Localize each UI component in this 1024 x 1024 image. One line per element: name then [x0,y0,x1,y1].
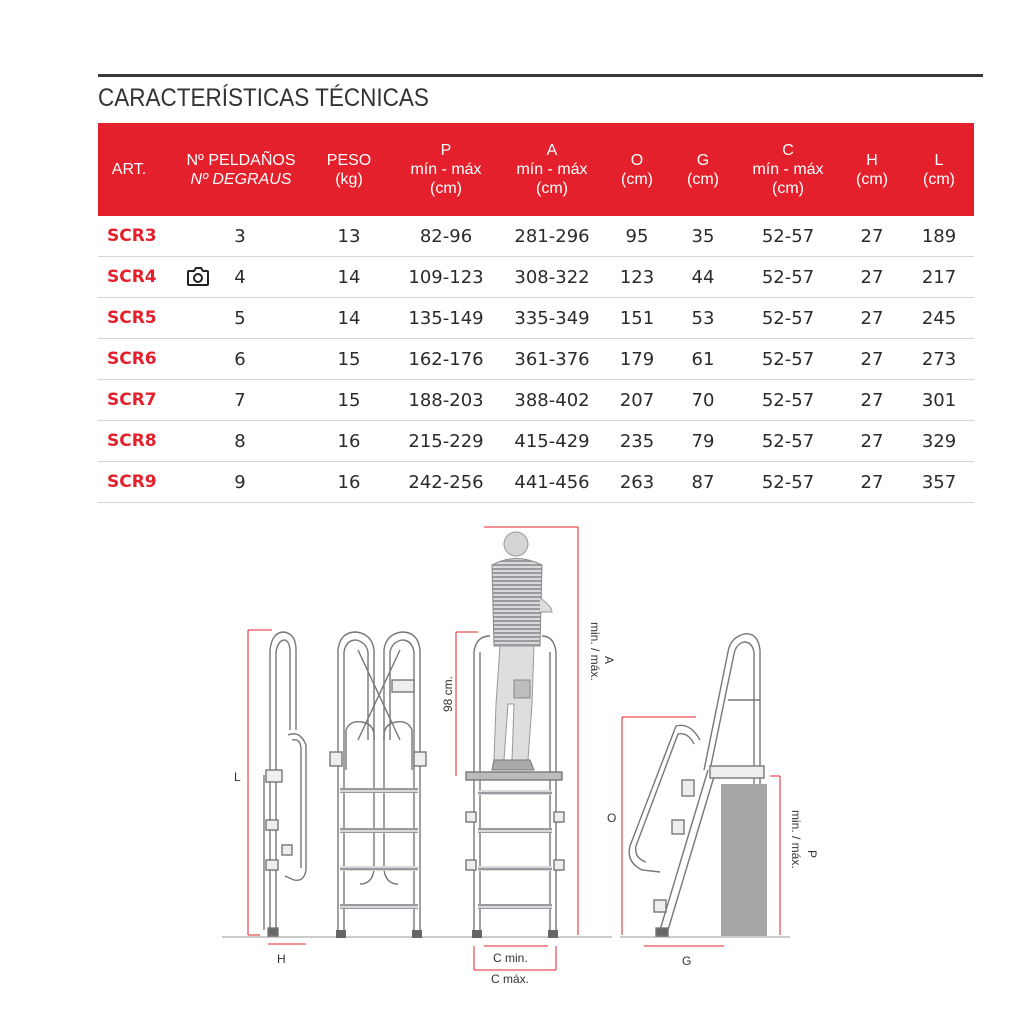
cell-l: 189 [921,225,957,247]
cell-a: 441-456 [514,471,590,493]
col-o-label: O [630,151,644,169]
cell-g: 61 [691,348,715,370]
cell-g: 35 [691,225,715,247]
col-peso-unit: (kg) [335,170,363,188]
col-a-range: mín - máx [516,161,588,178]
cell-a: 415-429 [514,430,590,452]
cell-a: 308-322 [514,266,590,288]
label-l: L [234,770,241,784]
col-g-label: G [696,151,710,169]
cell-c: 52-57 [761,389,815,411]
pool-edge-platform [721,784,767,936]
cell-h: 27 [860,225,884,247]
col-c-unit: (cm) [772,180,804,197]
cell-h: 27 [860,389,884,411]
cell-peso: 13 [337,225,361,247]
front-view-steps [336,788,422,938]
cell-art: SCR6 [107,349,157,369]
cell-peldanos: 5 [234,307,246,329]
cell-h: 27 [860,471,884,493]
cell-peso: 16 [337,430,361,452]
front-view-ladder [330,632,426,935]
label-a-range: min. / máx. [588,622,602,681]
cell-c: 52-57 [761,430,815,452]
cell-peldanos: 6 [234,348,246,370]
cell-peso: 15 [337,348,361,370]
label-p: P [805,850,819,859]
col-art-label: ART. [111,161,147,178]
cell-g: 70 [691,389,715,411]
side-view-ladder [264,632,306,936]
col-l-label: L [934,151,944,169]
cell-peldanos: 7 [234,389,246,411]
label-g: G [682,954,692,968]
col-p-label: P [440,142,452,159]
label-c-max: C máx. [491,972,530,986]
cell-art: SCR9 [107,472,157,492]
label-c-min: C min. [493,951,528,965]
p-dimension [770,776,780,935]
cell-p: 242-256 [408,471,484,493]
cell-a: 361-376 [514,348,590,370]
cell-art: SCR8 [107,431,157,451]
cell-g: 87 [691,471,715,493]
col-o-unit: (cm) [621,170,653,188]
label-p-range: min. / máx. [789,810,803,869]
cell-h: 27 [860,430,884,452]
cell-p: 188-203 [408,389,484,411]
cell-art: SCR4 [107,267,157,287]
cell-l: 245 [921,307,957,329]
col-l-unit: (cm) [923,170,955,188]
label-h: H [277,952,286,966]
cell-o: 235 [619,430,655,452]
col-peso-label: PESO [326,151,372,169]
cell-c: 52-57 [761,307,815,329]
person-figure [492,532,552,770]
cell-c: 52-57 [761,225,815,247]
cell-h: 27 [860,266,884,288]
cell-p: 109-123 [408,266,484,288]
cell-o: 95 [625,225,649,247]
col-c-range: mín - máx [752,161,824,178]
cell-a: 388-402 [514,389,590,411]
cell-peldanos: 4 [234,266,246,288]
cell-c: 52-57 [761,348,815,370]
col-g-unit: (cm) [687,170,719,188]
cell-art: SCR3 [107,226,157,246]
label-98cm: 98 cm. [441,675,455,712]
col-c-label: C [782,142,794,159]
cell-art: SCR7 [107,390,157,410]
label-a: A [602,656,616,665]
cell-a: 281-296 [514,225,590,247]
cell-g: 53 [691,307,715,329]
cell-peso: 15 [337,389,361,411]
col-p-unit: (cm) [430,180,462,197]
cell-peldanos: 8 [234,430,246,452]
cell-peldanos: 9 [234,471,246,493]
cell-o: 123 [619,266,655,288]
cell-p: 215-229 [408,430,484,452]
col-h-label: H [866,151,878,169]
cell-peso: 14 [337,307,361,329]
cell-c: 52-57 [761,471,815,493]
col-peldanos-label: Nº PELDAÑOS [186,151,296,169]
cell-peso: 16 [337,471,361,493]
cell-p: 162-176 [408,348,484,370]
cell-o: 179 [619,348,655,370]
cell-l: 217 [921,266,957,288]
cell-l: 273 [921,348,957,370]
cell-l: 329 [921,430,957,452]
cell-c: 52-57 [761,266,815,288]
cell-o: 207 [619,389,655,411]
cell-h: 27 [860,348,884,370]
cell-p: 135-149 [408,307,484,329]
cell-o: 263 [619,471,655,493]
cell-p: 82-96 [419,225,473,247]
cell-peso: 14 [337,266,361,288]
col-h-unit: (cm) [856,170,888,188]
section-title: CARACTERÍSTICAS TÉCNICAS [98,84,429,112]
col-degraus-label: Nº DEGRAUS [190,170,292,188]
col-p-range: mín - máx [410,161,482,178]
cell-g: 44 [691,266,715,288]
cell-art: SCR5 [107,308,157,328]
cell-peldanos: 3 [234,225,246,247]
cell-h: 27 [860,307,884,329]
cell-o: 151 [619,307,655,329]
cell-l: 357 [921,471,957,493]
col-a-label: A [546,142,558,159]
cell-g: 79 [691,430,715,452]
label-o: O [607,811,617,825]
center-ladder-steps [472,790,558,938]
cell-l: 301 [921,389,957,411]
col-a-unit: (cm) [536,180,568,197]
cell-a: 335-349 [514,307,590,329]
